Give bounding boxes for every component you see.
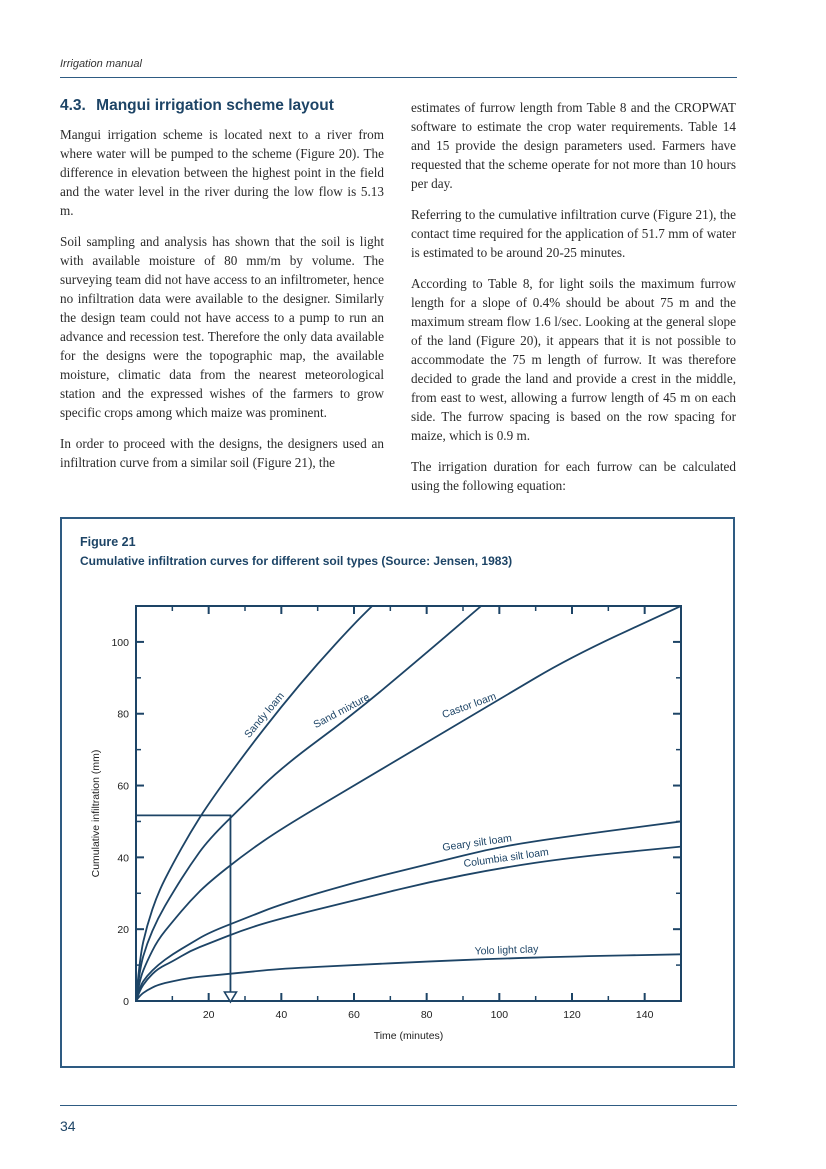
y-tick-label: 80 <box>117 708 129 721</box>
paragraph: Soil sampling and analysis has shown that the soil is light with available moisture of 80 mm/m by volume. The surveying team did not have access to an infiltrometer, hence no infiltration data were available to the designer. Similarly the design team could not have access to a pump to run an advance and recession test. Therefore the only data available for the designs were the topographic map, the available moisture, climatic data from the nearest meteorological station and the expressed wishes of the farmers to grow specific crops among which maize was prominent. <box>60 234 384 420</box>
series-line-5 <box>136 954 681 1001</box>
figure-box <box>60 517 735 1068</box>
section-title: Mangui irrigation scheme layout <box>96 97 334 114</box>
plot-frame <box>136 606 681 1001</box>
x-tick-label: 100 <box>490 1009 509 1021</box>
paragraph: Mangui irrigation scheme is located next to a river from where water will be pumped to the scheme (Figure 20). The difference in elevation between the highest point in the field and the water level in the river during the low flow is 5.13 m. <box>60 127 384 218</box>
paragraph: Referring to the cumulative infiltration curve (Figure 21), the contact time required for the application of 51.7 mm of water is estimated to be around 20-25 minutes. <box>411 207 736 260</box>
series-label-0: Sandy loam <box>242 690 287 741</box>
series-label-1: Sand mixture <box>311 691 372 731</box>
footer-rule <box>60 1105 737 1106</box>
section-number: 4.3. <box>60 97 86 114</box>
figure-caption: Cumulative infiltration curves for different soil types (Source: Jensen, 1983) <box>80 554 513 568</box>
section-heading <box>60 96 384 116</box>
series-line-2 <box>136 606 681 1001</box>
figure-label: Figure 21 <box>80 535 136 549</box>
x-tick-label: 40 <box>275 1009 288 1021</box>
series-label-5: Yolo light clay <box>474 943 539 958</box>
paragraph: In order to proceed with the designs, the designers used an infiltration curve from a similar soil (Figure 21), the <box>60 436 384 470</box>
running-header: Irrigation manual <box>60 58 142 70</box>
paragraph: The irrigation duration for each furrow can be calculated using the following equation: <box>411 459 736 493</box>
left-column <box>60 96 384 484</box>
series-label-3: Geary silt loam <box>441 832 513 854</box>
y-tick-label: 20 <box>117 924 129 937</box>
y-tick-label: 60 <box>117 780 129 793</box>
header-rule <box>60 77 737 78</box>
x-tick-label: 60 <box>348 1009 360 1021</box>
series-line-0 <box>136 606 372 1001</box>
x-tick-label: 140 <box>635 1009 654 1021</box>
y-tick-label: 40 <box>117 852 129 865</box>
y-axis-label: Cumulative infiltration (mm) <box>90 749 102 878</box>
series-label-4: Columbia silt loam <box>462 846 550 870</box>
right-column <box>411 98 736 507</box>
paragraph: According to Table 8, for light soils the maximum furrow length for a slope of 0.4% should be about 75 m and the maximum stream flow 1.6 l/sec. Looking at the general slope of the land (Figure 20), it appears that it is not possible to accommodate the 75 m length of furrow. It was therefore decided to grade the land and provide a crest in the middle, from east to west, allowing a furrow length of 45 m on each side. The furrow spacing is based on the row spacing for maize, which is 0.9 m. <box>411 276 736 443</box>
x-tick-label: 120 <box>563 1009 581 1021</box>
infiltration-chart <box>62 519 733 1066</box>
x-tick-label: 20 <box>202 1009 215 1021</box>
y-tick-label: 0 <box>123 996 129 1008</box>
page-number: 34 <box>60 1118 76 1134</box>
paragraph: estimates of furrow length from Table 8 and the CROPWAT software to estimate the crop water requirements. Table 14 and 15 provide the design parameters used. Farmers have requested that the scheme operate for not more than 10 hours per day. <box>411 100 736 191</box>
series-line-1 <box>136 606 481 1001</box>
x-tick-label: 80 <box>420 1009 433 1021</box>
annotation-line <box>136 815 230 992</box>
x-axis-label: Time (minutes) <box>373 1030 444 1042</box>
series-label-2: Castor loam <box>440 690 498 722</box>
y-tick-label: 100 <box>111 636 129 649</box>
